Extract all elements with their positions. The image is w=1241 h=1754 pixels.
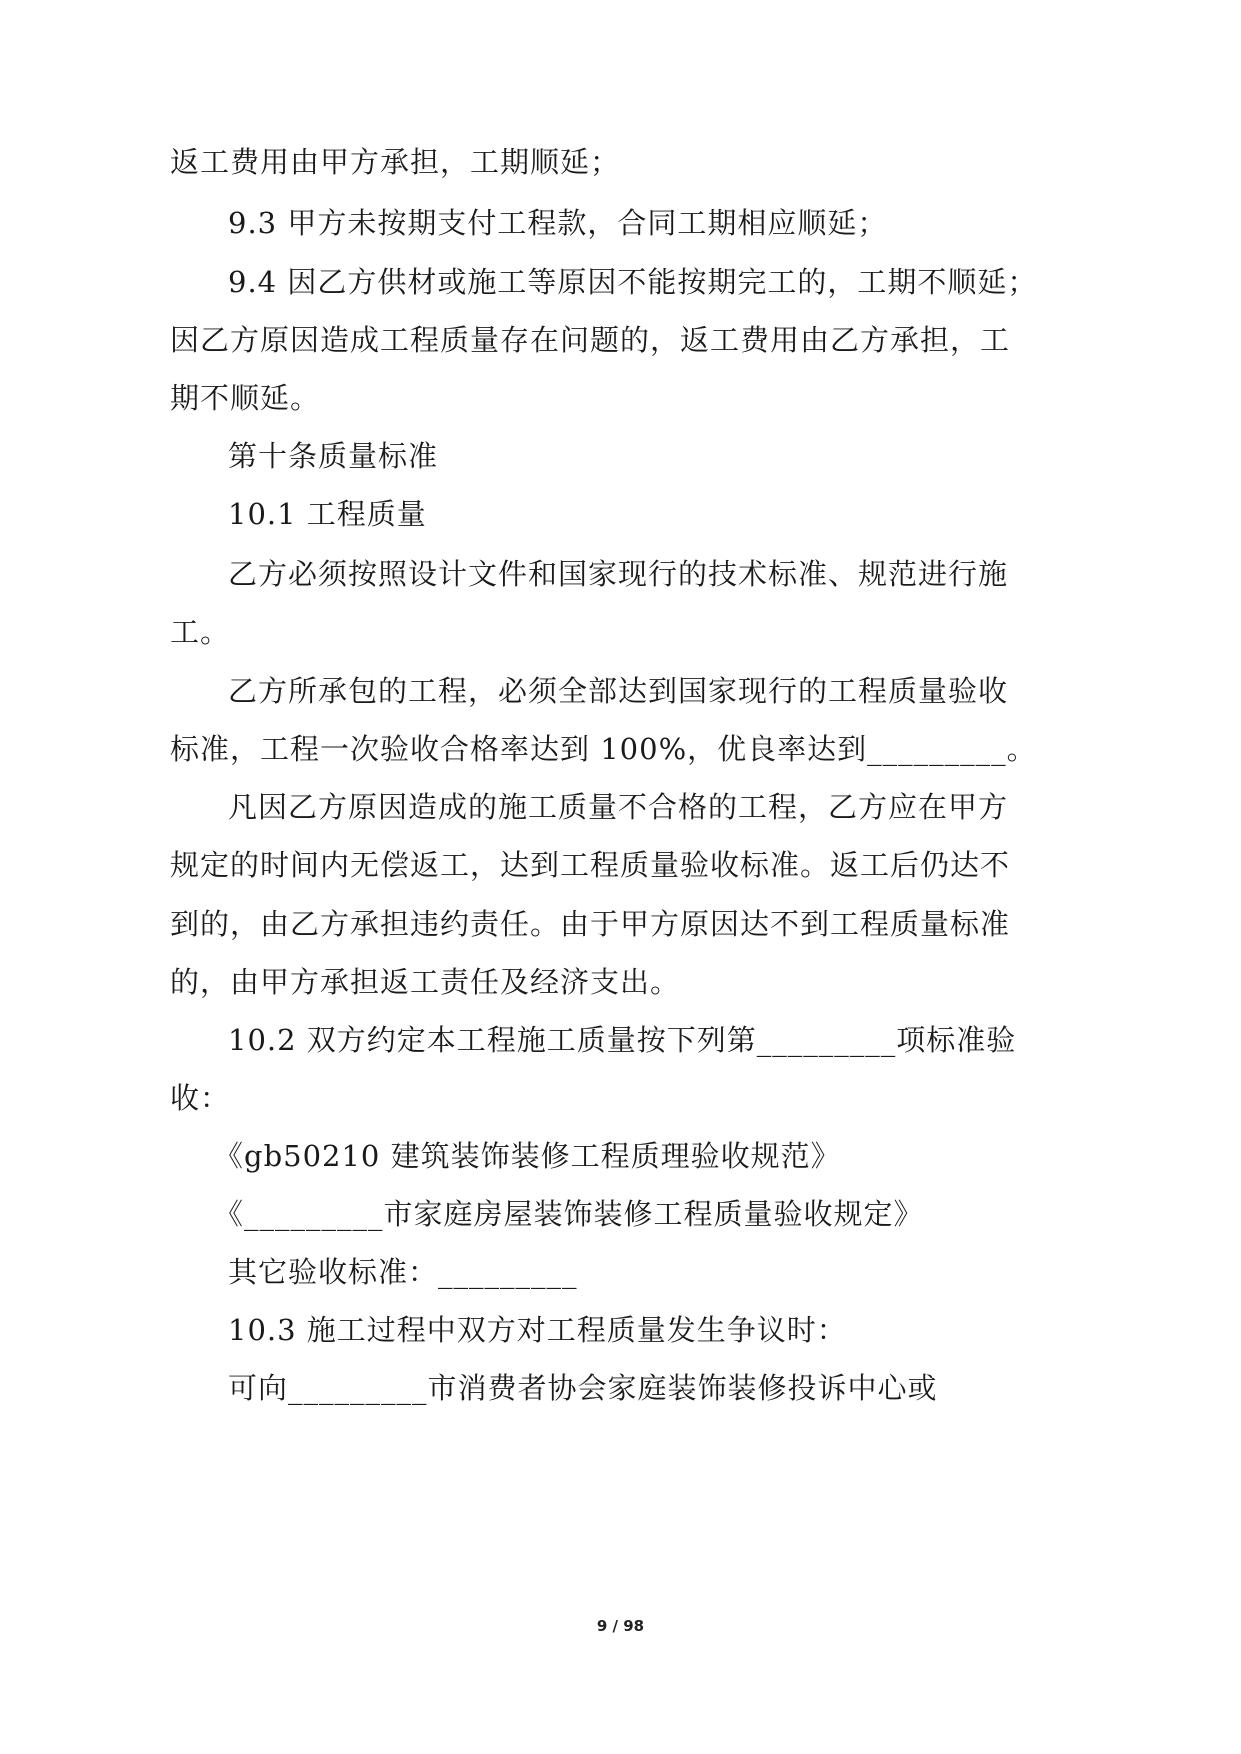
section-heading: 第十条质量标准 — [228, 439, 439, 473]
paragraph-line: 收： — [170, 1081, 231, 1115]
paragraph-line: 返工费用由甲方承担，工期顺延； — [170, 145, 621, 179]
subsection-heading: 10.3 施工过程中双方对工程质量发生争议时： — [228, 1313, 847, 1347]
standard-item: 《_________市家庭房屋装饰装修工程质量验收规定》 — [214, 1197, 924, 1231]
standard-item: 其它验收标准：_________ — [228, 1255, 578, 1289]
paragraph-line: 乙方必须按照设计文件和国家现行的技术标准、规范进行施 — [228, 557, 1009, 591]
paragraph-line: 期不顺延。 — [170, 381, 321, 415]
paragraph-line: 乙方所承包的工程，必须全部达到国家现行的工程质量验收 — [228, 674, 1009, 708]
paragraph-line: 可向_________市消费者协会家庭装饰装修投诉中心或 — [228, 1371, 938, 1405]
paragraph-line: 规定的时间内无偿返工，达到工程质量验收标准。返工后仍达不 — [170, 848, 1011, 882]
paragraph-line: 因乙方原因造成工程质量存在问题的，返工费用由乙方承担，工 — [170, 323, 1011, 357]
paragraph-line: 9.4 因乙方供材或施工等原因不能按期完工的，工期不顺延； — [228, 265, 1038, 299]
subsection-heading: 10.1 工程质量 — [228, 497, 427, 531]
paragraph-line: 凡因乙方原因造成的施工质量不合格的工程，乙方应在甲方 — [228, 790, 1009, 824]
paragraph-line: 的，由甲方承担返工责任及经济支出。 — [170, 965, 681, 999]
paragraph-line: 工。 — [170, 615, 231, 649]
paragraph-line: 10.2 双方约定本工程施工质量按下列第_________项标准验 — [228, 1023, 1017, 1057]
paragraph-line: 9.3 甲方未按期支付工程款，合同工期相应顺延； — [228, 206, 888, 240]
paragraph-line: 到的，由乙方承担违约责任。由于甲方原因达不到工程质量标准 — [170, 907, 1011, 941]
paragraph-line: 标准，工程一次验收合格率达到 100%，优良率达到_________。 — [170, 732, 1037, 766]
standard-item: 《gb50210 建筑装饰装修工程质理验收规范》 — [214, 1139, 841, 1173]
page-number: 9 / 98 — [596, 1617, 645, 1635]
